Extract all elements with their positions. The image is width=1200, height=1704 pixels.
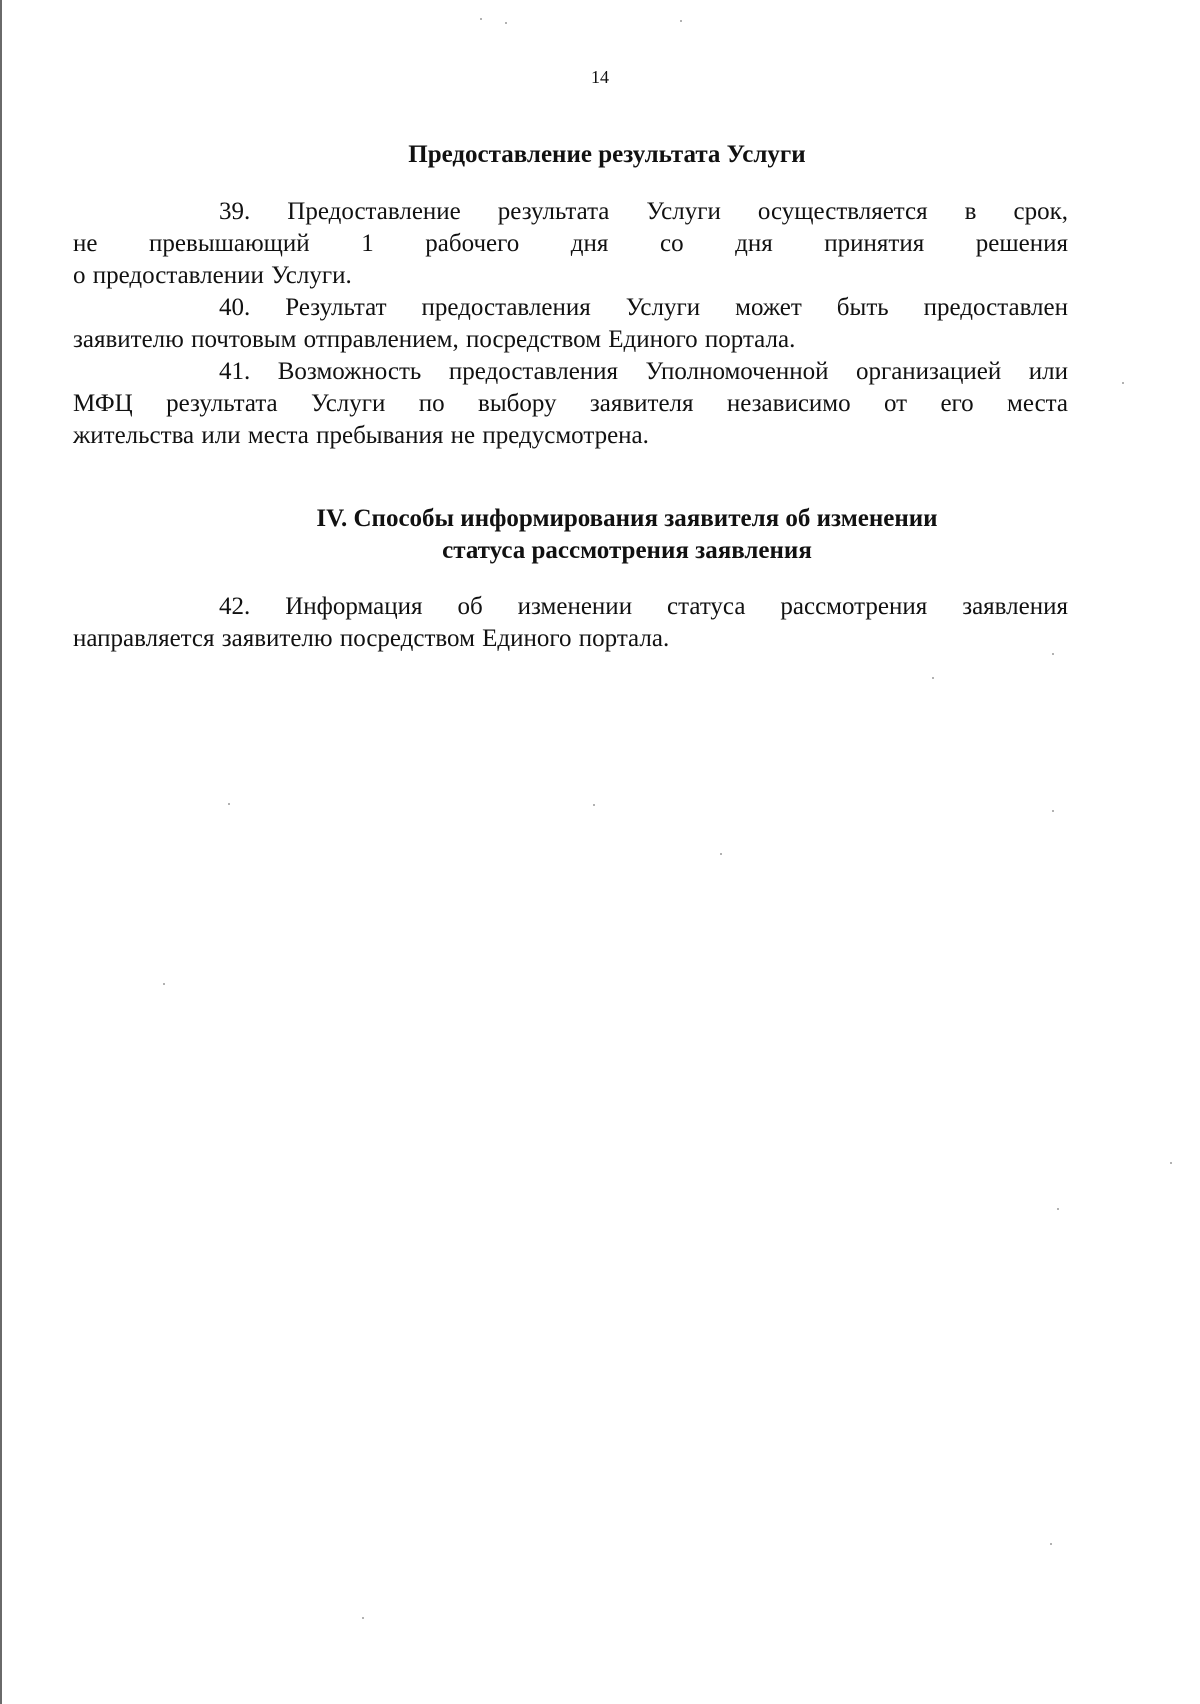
scan-speck	[720, 853, 722, 855]
paragraph-41-line-1: 41. Возможность предоставления Уполномоченной организацией или	[219, 358, 1068, 385]
paragraph-41	[73, 356, 1068, 452]
section-heading-results: Предоставление результата Услуги	[408, 141, 806, 168]
paragraph-42	[73, 591, 1068, 655]
scan-speck	[1122, 382, 1124, 384]
paragraph-39-line-1: 39. Предоставление результата Услуги осуществляется в срок,	[219, 198, 1068, 225]
paragraph-39-line-3: о предоставлении Услуги.	[73, 262, 352, 289]
paragraph-40	[73, 292, 1068, 356]
scan-speck	[362, 1617, 364, 1619]
paragraph-40-line-1: 40. Результат предоставления Услуги может быть предоставлен	[219, 294, 1068, 321]
section-heading-iv-line-2: статуса рассмотрения заявления	[442, 537, 812, 564]
paragraph-41-line-2: МФЦ результата Услуги по выбору заявителя независимо от его места	[73, 390, 1068, 417]
paragraph-42-line-2: направляется заявителю посредством Единого портала.	[73, 625, 670, 652]
paragraph-39	[73, 196, 1068, 292]
paragraph-42-line-1: 42. Информация об изменении статуса рассмотрения заявления	[219, 593, 1068, 620]
scan-speck	[932, 677, 934, 679]
scan-speck	[593, 804, 595, 806]
section-heading-iv	[166, 503, 1088, 567]
section-heading-iv-line-1: IV. Способы информирования заявителя об изменении	[316, 505, 938, 532]
scan-speck	[480, 18, 482, 20]
scan-speck	[1057, 1208, 1059, 1210]
scan-speck	[1170, 1162, 1172, 1164]
scan-edge	[0, 0, 2, 1704]
page-number: 14	[591, 67, 609, 87]
scan-speck	[163, 983, 165, 985]
scan-speck	[505, 22, 507, 24]
scan-speck	[680, 20, 682, 22]
paragraph-41-line-3: жительства или места пребывания не предусмотрена.	[73, 422, 649, 449]
paragraph-40-line-2: заявителю почтовым отправлением, посредством Единого портала.	[73, 326, 796, 353]
scan-speck	[1052, 810, 1054, 812]
paragraph-39-line-2: не превышающий 1 рабочего дня со дня принятия решения	[73, 230, 1068, 257]
scan-speck	[1050, 1543, 1052, 1545]
scan-speck	[228, 803, 230, 805]
scan-speck	[1052, 653, 1054, 655]
